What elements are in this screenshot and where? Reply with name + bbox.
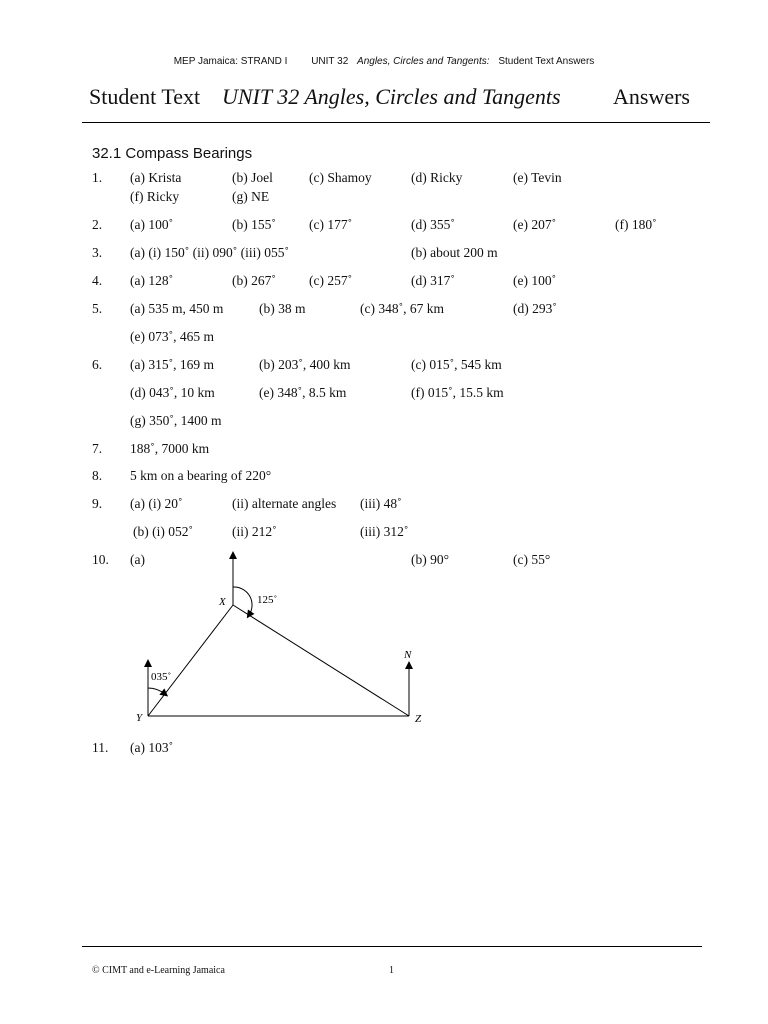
title-right: Answers [613, 84, 690, 109]
q9-a-ii: (ii) alternate angles [232, 496, 337, 511]
q11-number: 11. [92, 740, 109, 755]
q10-number: 10. [92, 552, 109, 567]
label-x: X [219, 596, 226, 608]
q5-a: (a) 535 m, 450 m [130, 301, 224, 316]
q3-number: 3. [92, 245, 103, 260]
q9-b-i: (b) (i) 052˚ [133, 524, 193, 539]
q2-c: (c) 177˚ [309, 217, 353, 232]
label-y: Y [136, 712, 143, 724]
q6-c: (c) 015˚, 545 km [411, 357, 502, 372]
running-header [0, 56, 768, 67]
title-left: Student Text [89, 84, 201, 109]
q1-b: (b) Joel [232, 170, 273, 185]
q2-b: (b) 155˚ [232, 217, 276, 232]
q1-d: (d) Ricky [411, 170, 463, 185]
q2-a: (a) 100˚ [130, 217, 174, 232]
bearing-triangle-diagram [120, 545, 440, 735]
q11-a: (a) 103˚ [130, 740, 174, 755]
q6-b: (b) 203˚, 400 km [259, 357, 351, 372]
q10-a: (a) [130, 552, 145, 567]
label-n: N [404, 649, 412, 661]
q6-f: (f) 015˚, 15.5 km [411, 385, 504, 400]
title-middle: UNIT 32 Angles, Circles and Tangents [222, 84, 561, 109]
angle-label-y: 035˚ [151, 671, 172, 683]
side-xz [233, 605, 409, 716]
q8-answer: 5 km on a bearing of 220° [130, 468, 272, 483]
header-suffix: Student Text Answers [498, 56, 595, 67]
q8-number: 8. [92, 468, 103, 483]
q10-b: (b) 90° [411, 552, 450, 567]
q3-b: (b) about 200 m [411, 245, 498, 260]
q9-a-iii: (iii) 48˚ [360, 496, 402, 511]
q5-c: (c) 348˚, 67 km [360, 301, 444, 316]
q7-answer: 188˚, 7000 km [130, 441, 210, 456]
q9-b-iii: (iii) 312˚ [360, 524, 409, 539]
q1-g: (g) NE [232, 189, 270, 204]
q5-b: (b) 38 m [259, 301, 306, 316]
q1-f: (f) Ricky [130, 189, 180, 204]
q2-f: (f) 180˚ [615, 217, 657, 232]
q5-number: 5. [92, 301, 103, 316]
q4-a: (a) 128˚ [130, 273, 174, 288]
q4-e: (e) 100˚ [513, 273, 557, 288]
q4-c: (c) 257˚ [309, 273, 353, 288]
footer-copyright: © CIMT and e-Learning Jamaica [92, 965, 225, 976]
q9-b-ii: (ii) 212˚ [232, 524, 277, 539]
q6-g: (g) 350˚, 1400 m [130, 413, 222, 428]
footer-rule [82, 946, 702, 947]
angle-label-x: 125˚ [257, 594, 278, 606]
q5-e: (e) 073˚, 465 m [130, 329, 214, 344]
q2-e: (e) 207˚ [513, 217, 557, 232]
q1-e: (e) Tevin [513, 170, 562, 185]
q1-c: (c) Shamoy [309, 170, 372, 185]
q10-c: (c) 55° [513, 552, 551, 567]
side-xy [148, 605, 233, 716]
section-heading: 32.1 Compass Bearings [92, 145, 253, 162]
q9-number: 9. [92, 496, 103, 511]
q2-number: 2. [92, 217, 103, 232]
header-strand: MEP Jamaica: STRAND I [173, 56, 288, 67]
q6-number: 6. [92, 357, 103, 372]
q4-number: 4. [92, 273, 103, 288]
q6-a: (a) 315˚, 169 m [130, 357, 214, 372]
q1-number: 1. [92, 170, 103, 185]
footer-page-number: 1 [389, 965, 394, 976]
q4-d: (d) 317˚ [411, 273, 455, 288]
label-z: Z [415, 713, 422, 725]
header-unit-topic: Angles, Circles and Tangents: [357, 56, 490, 67]
q6-e: (e) 348˚, 8.5 km [259, 385, 347, 400]
angle-arc-y [148, 688, 165, 694]
q2-d: (d) 355˚ [411, 217, 455, 232]
q7-number: 7. [92, 441, 103, 456]
q9-a-i: (a) (i) 20˚ [130, 496, 183, 511]
q6-d: (d) 043˚, 10 km [130, 385, 215, 400]
q5-d: (d) 293˚ [513, 301, 557, 316]
q1-a: (a) Krista [130, 170, 182, 185]
title-rule [82, 122, 710, 123]
q4-b: (b) 267˚ [232, 273, 276, 288]
q3-a: (a) (i) 150˚ (ii) 090˚ (iii) 055˚ [130, 245, 289, 260]
header-unit: UNIT 32 [311, 56, 349, 67]
